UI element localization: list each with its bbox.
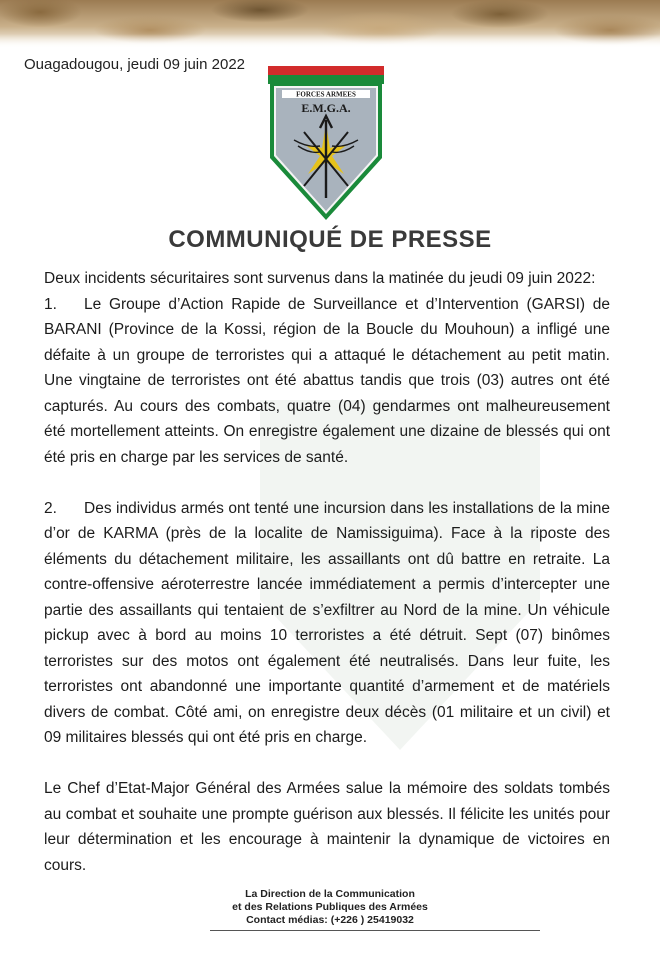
camouflage-header-band bbox=[0, 0, 660, 48]
closing-paragraph: Le Chef d’Etat-Major Général des Armées salue la mémoire des soldats tombés au combat et souhaite une prompte guérison aux blessés. Il félicite les unités pour leur détermination et les encourage à maintenir la dynamique de victoires en cours. bbox=[44, 780, 610, 874]
communique-body bbox=[44, 266, 610, 878]
intro-paragraph: Deux incidents sécuritaires sont survenus dans la matinée du jeudi 09 juin 2022: bbox=[44, 270, 596, 287]
item-text: Le Groupe d’Action Rapide de Surveillance et d’Intervention (GARSI) de BARANI (Province de la Kossi, région de la Boucle du Mouhoun) a infligé une défaite à un groupe de terroristes qui a attaqué le détachement au petit matin. Une vingtaine de terroristes ont été abattus tandis que trois (03) autres ont été capturés. Au cours des combats, quatre (04) gendarmes ont malheureusement été mortellement atteints. On enregistre également une dizaine de blessés qui ont été pris en charge par les services de santé. bbox=[44, 295, 610, 466]
incident-item-1 bbox=[44, 292, 610, 471]
emblem-red-stripe bbox=[268, 66, 384, 75]
emblem-green-stripe bbox=[268, 75, 384, 84]
footer-divider bbox=[210, 930, 540, 931]
item-text: Des individus armés ont tenté une incursion dans les installations de la mine d’or de KARMA (près de la localite de Namissiguima). Face à la riposte des éléments du détachement militaire, les assaillants ont dû battre en retraite. La contre-offensive aéroterrestre lancée immédiatement a permis d’intercepter une partie des assaillants qui tentaient de s’exfiltrer au Nord de la mine. Un véhicule pickup avec à bord au moins 10 terroristes a été détruit. Sept (07) binômes terroristes sur des motos ont également été neutralisés. Dans leur fuite, les terroristes ont abandonné une importante quantité d’armement et de matériels divers de combat. Côté ami, on enregistre deux décès (01 militaire et un civil) et 09 militaires blessés qui ont été pris en charge. bbox=[44, 499, 610, 746]
date-line: Ouagadougou, jeudi 09 juin 2022 bbox=[24, 56, 246, 73]
item-number: 2. bbox=[44, 499, 57, 517]
emga-emblem bbox=[268, 66, 384, 222]
incident-item-2 bbox=[44, 496, 610, 751]
emblem-acronym: E.M.G.A. bbox=[301, 101, 351, 115]
footer-line-2: et des Relations Publiques des Armées bbox=[232, 901, 428, 913]
emblem-top-text: FORCES ARMEES bbox=[296, 90, 356, 99]
footer-signature bbox=[0, 888, 660, 927]
page-title: COMMUNIQUÉ DE PRESSE bbox=[168, 226, 492, 253]
footer-contact: Contact médias: (+226 ) 25419032 bbox=[246, 914, 414, 926]
footer-line-1: La Direction de la Communication bbox=[245, 888, 415, 900]
item-number: 1. bbox=[44, 295, 57, 313]
